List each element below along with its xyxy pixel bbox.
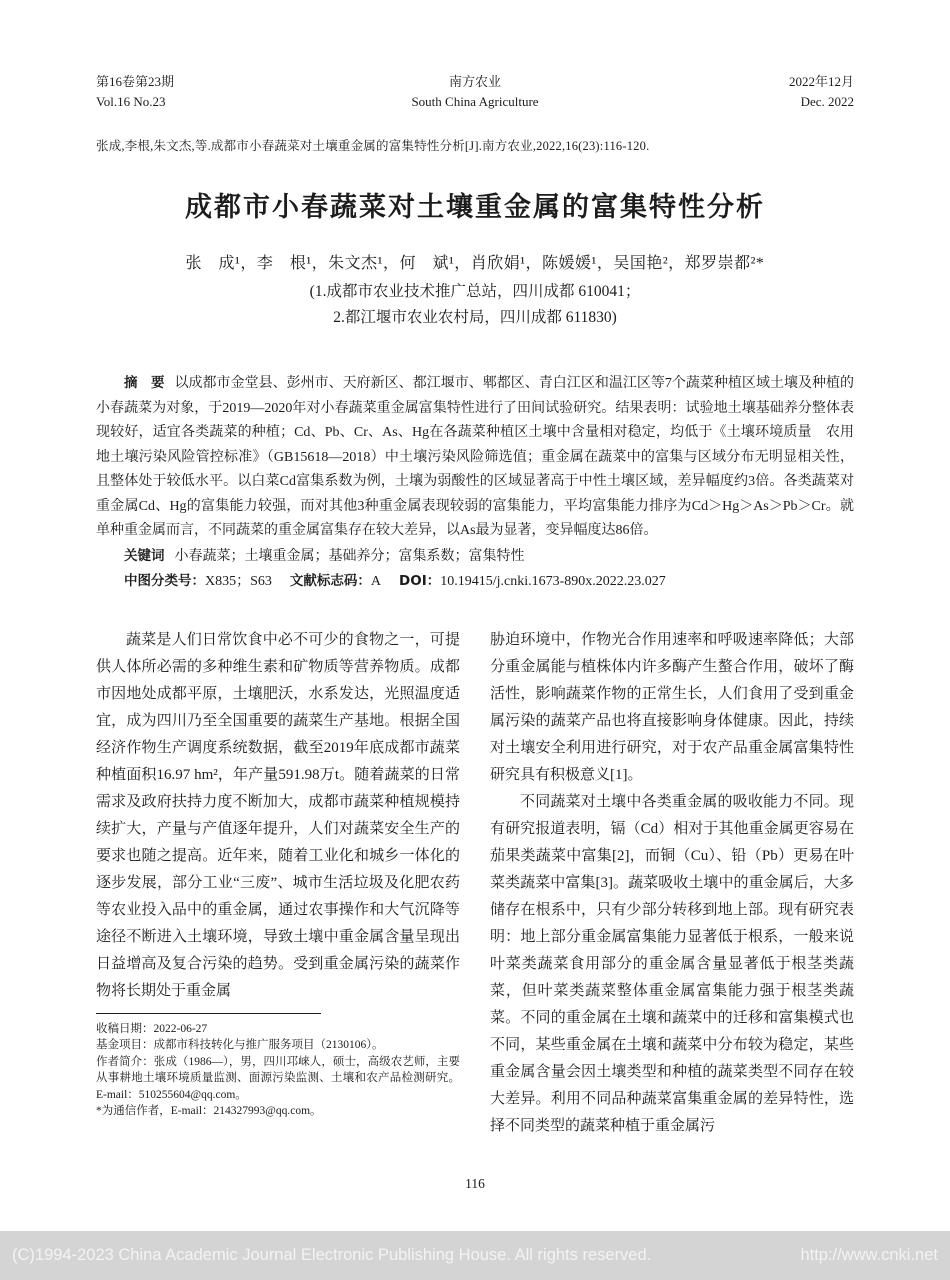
- footnotes-block: [96, 1013, 460, 1120]
- body-paragraph: 不同蔬菜对土壤中各类重金属的吸收能力不同。现有研究报道表明，镉（Cd）相对于其他重金属更容易在茄果类蔬菜中富集[2]，而铜（Cu）、铅（Pb）更易在叶菜类蔬菜中富集[3]。蔬菜吸收土壤中的重金属后，大多储存在根系中，只有少部分转移到地上部。现有研究表明：地上部分重金属富集能力显著低于根系，一般来说叶菜类蔬菜食用部分的重金属含量显著低于根茎类蔬菜，但叶菜类蔬菜整体重金属富集能力强于根茎类蔬菜。不同的重金属在土壤和蔬菜中的迁移和富集模式也不同，某些重金属在土壤和蔬菜中分布较为稳定，某些重金属含量会因土壤类型和种植的蔬菜类型不同存在较大差异。利用不同品种蔬菜富集重金属的差异特性，选择不同类型的蔬菜种植于重金属污: [490, 793, 854, 1134]
- keywords-label: 关键词: [124, 547, 165, 564]
- abstract-block: [96, 371, 854, 595]
- article-title: 成都市小春蔬菜对土壤重金属的富集特性分析: [185, 192, 765, 223]
- journal-name-cn: 南方农业: [448, 74, 501, 89]
- body-columns: [96, 627, 854, 1140]
- keywords-text: 小春蔬菜；土壤重金属；基础养分；富集系数；富集特性: [174, 548, 525, 564]
- abstract-text: 以成都市金堂县、彭州市、天府新区、都江堰市、郫都区、青白江区和温江区等7个蔬菜种植区域土壤及种植的小春蔬菜为对象，于2019—2020年对小春蔬菜重金属富集特性进行了田间试验研究。结果表明：试验地土壤基础养分整体表现较好，适宜各类蔬菜的种植；Cd、Pb、Cr、As、Hg在各蔬菜种植区土壤中含量相对稳定，均低于《土壤环境质量 农用地土壤污染风险管控标准》（GB15618—2018）中土壤污染风险筛选值；重金属在蔬菜中的富集与区域分布无明显相关性，且整体处于较低水平。以白菜Cd富集系数为例，土壤为弱酸性的区域显著高于中性土壤区域，差异幅度约3倍。各类蔬菜对重金属Cd、Hg的富集能力较强，而对其他3种重金属表现较弱的富集能力，平均富集能力排序为Cd＞Hg＞As＞Pb＞Cr。就单种重金属而言，不同蔬菜的重金属富集存在较大差异，以As最为显著，变异幅度达86倍。: [96, 376, 854, 538]
- abstract-paragraph: [96, 371, 854, 544]
- body-paragraph: 蔬菜是人们日常饮食中必不可少的食物之一，可提供人体所必需的多种维生素和矿物质等营养物质。成都市因地处成都平原，土壤肥沃，水系发达，光照温度适宜，成为四川乃至全国重要的蔬菜生产基地。根据全国经济作物生产调度系统数据，截至2019年底成都市蔬菜种植面积16.97 hm²，年产量591.98万t。随着蔬菜的日常需求及政府扶持力度不断加大，成都市蔬菜种植规模持续扩大，产量与产值逐年提升，人们对蔬菜安全生产的要求也随之提高。近年来，随着工业化和城乡一体化的逐步发展，部分工业“三废”、城市生活垃圾及化肥农药等农业投入品中的重金属，通过农事操作和大气沉降等途径不断进入土壤环境，导致土壤中重金属含量呈现出日益增高及复合污染的趋势。受到重金属污染的蔬菜作物将长期处于重金属: [96, 631, 460, 999]
- clc-label: 中图分类号：: [124, 573, 205, 589]
- keywords-line: [96, 544, 854, 570]
- journal-name-en: South China Agriculture: [411, 94, 539, 109]
- right-column: [490, 627, 854, 1140]
- header-volume-issue: [96, 72, 296, 112]
- footnote-received-date: 收稿日期：2022-06-27: [96, 1022, 208, 1035]
- footer-copyright: (C)1994-2023 China Academic Journal Electronic Publishing House. All rights reserved.: [12, 1246, 652, 1264]
- affiliation-line-2: 2.都江堰市农业农村局，四川成都 611830): [333, 309, 617, 326]
- doi-value: 10.19415/j.cnki.1673-890x.2022.23.027: [440, 574, 666, 589]
- abstract-label: 摘 要: [124, 375, 165, 391]
- doc-code-label: 文献标志码：: [289, 573, 371, 589]
- footer-cnki-link[interactable]: http://www.cnki.net: [800, 1246, 938, 1264]
- body-paragraph: 胁迫环境中，作物光合作用速率和呼吸速率降低；大部分重金属能与植株体内许多酶产生螯合作用，破坏了酶活性，影响蔬菜作物的正常生长，人们食用了受到重金属污染的蔬菜产品也将直接影响身体健康。因此，持续对土壤安全利用进行研究，对于农产品重金属富集特性研究具有积极意义[1]。: [490, 631, 854, 783]
- cnki-footer-band: [0, 1231, 950, 1280]
- clc-value: X835；S63: [205, 574, 272, 589]
- volume-issue-cn: 第16卷第23期: [96, 74, 175, 89]
- footnote-rule: [96, 1013, 321, 1014]
- citation-line: 张成,李根,朱文杰,等.成都市小春蔬菜对土壤重金属的富集特性分析[J].南方农业,2022,16(23):116-120.: [96, 139, 650, 153]
- journal-header: [96, 72, 854, 112]
- doi-label: DOI：: [399, 573, 441, 589]
- classification-line: [96, 569, 854, 595]
- issue-date-cn: 2022年12月: [788, 74, 854, 89]
- footnote-corresponding-author: *为通信作者，E-mail：214327993@qq.com。: [96, 1105, 322, 1117]
- header-issue-date: [654, 72, 854, 112]
- footnote-funding: 基金项目：成都市科技转化与推广服务项目（2130106）。: [96, 1039, 384, 1051]
- affiliation-line-1: (1.成都市农业技术推广总站，四川成都 610041；: [309, 283, 641, 300]
- page-number: 116: [465, 1176, 485, 1191]
- volume-issue-en: Vol.16 No.23: [96, 94, 166, 109]
- header-journal-name: [296, 72, 654, 112]
- footnote-author-bio: 作者简介：张成（1986—），男，四川邛崃人，硕士，高级农艺师，主要从事耕地土壤环境质量监测、面源污染监测、土壤和农产品检测研究。E-mail：510255604@qq.com。: [96, 1055, 460, 1101]
- page-content: [96, 0, 854, 1140]
- left-column: [96, 627, 460, 1140]
- issue-date-en: Dec. 2022: [800, 94, 854, 109]
- authors-line: 张 成¹，李 根¹，朱文杰¹，何 斌¹，肖欣娟¹，陈媛媛¹，吴国艳²，郑罗崇都²*: [185, 255, 765, 272]
- doc-code-value: A: [370, 574, 382, 589]
